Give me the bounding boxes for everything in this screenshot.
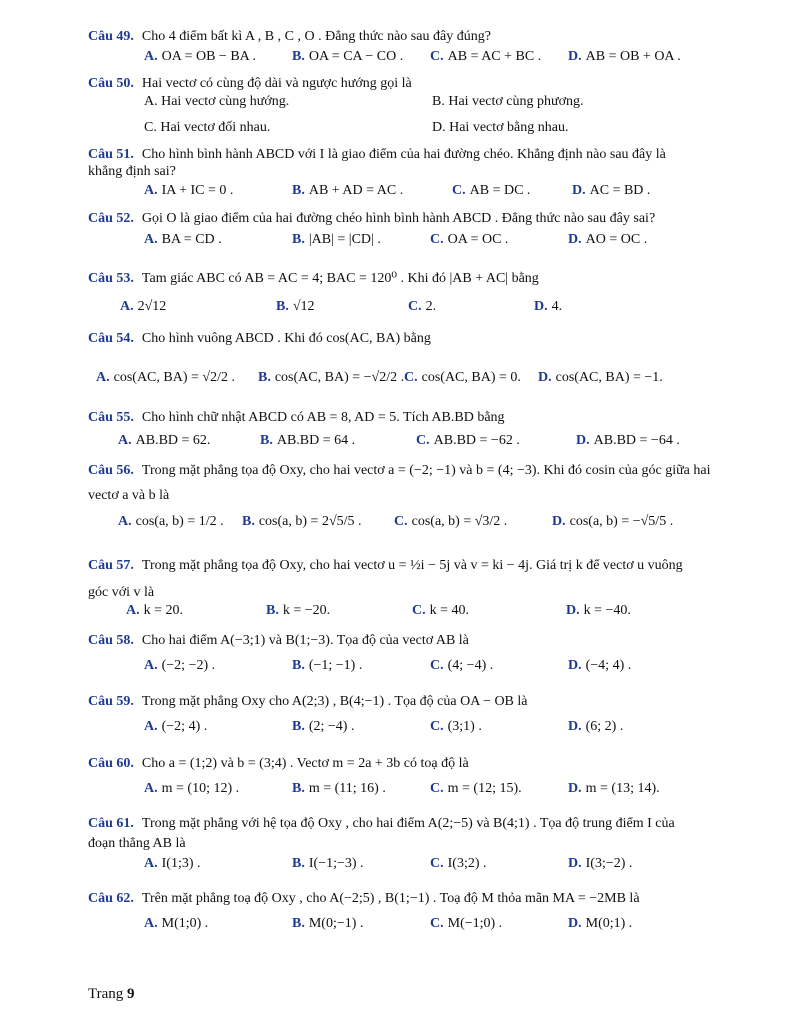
question-label: Câu 50.	[88, 76, 134, 91]
question-text: Cho hình vuông ABCD . Khi đó cos(AC, BA) bằng	[141, 331, 431, 346]
option-d: D. Hai vectơ bằng nhau.	[432, 120, 569, 135]
page-footer	[88, 986, 135, 1003]
option-d: D. cos(a, b) = −√5/5 .	[552, 514, 674, 529]
question-text: Trong mặt phẳng Oxy cho A(2;3) , B(4;−1) . Tọa độ của OA − OB là	[141, 694, 528, 709]
question-text: Trong mặt phẳng với hệ tọa độ Oxy , cho hai điểm A(2;−5) và B(4;1) . Tọa độ trung điểm I của	[141, 816, 675, 831]
option-c: C. k = 40.	[412, 603, 470, 618]
option-d: D. M(0;1) .	[568, 916, 633, 931]
question-label: Câu 58.	[88, 633, 134, 648]
question-label: Câu 61.	[88, 816, 134, 831]
question-text: Tam giác ABC có AB = AC = 4; BAC = 120⁰ . Khi đó |AB + AC| bằng	[141, 271, 539, 286]
option-d: D. AB = OB + OA .	[568, 49, 681, 64]
option-a: A. Hai vectơ cùng hướng.	[144, 94, 290, 109]
question-text-cont: góc với v là	[88, 585, 155, 600]
question-text: Gọi O là giao điểm của hai đường chéo hình bình hành ABCD . Đẳng thức nào sau đây sai?	[141, 211, 656, 226]
question-label: Câu 51.	[88, 147, 134, 162]
question-label: Câu 53.	[88, 271, 134, 286]
option-b: B. AB.BD = 64 .	[260, 433, 356, 448]
option-c: C. cos(AC, BA) = 0.	[404, 370, 521, 385]
option-d: D. AC = BD .	[572, 183, 651, 198]
option-b: B. AB + AD = AC .	[292, 183, 404, 198]
question-label: Câu 57.	[88, 558, 134, 573]
question-text: Cho hình bình hành ABCD với I là giao điểm của hai đường chéo. Khẳng định nào sau đây là	[141, 147, 666, 162]
option-b: B. OA = CA − CO .	[292, 49, 404, 64]
option-d: D. (−4; 4) .	[568, 658, 632, 673]
question-text: Hai vectơ có cùng độ dài và ngược hướng gọi là	[141, 76, 412, 91]
question-text-cont: vectơ a và b là	[88, 488, 170, 503]
question-text: Trong mặt phẳng tọa độ Oxy, cho hai vectơ u = ½i − 5j và v = ki − 4j. Giá trị k để vectơ u vuông	[141, 558, 683, 573]
question-label: Câu 62.	[88, 891, 134, 906]
option-b: B. m = (11; 16) .	[292, 781, 386, 796]
option-d: D. 4.	[534, 299, 563, 314]
option-b: B. (2; −4) .	[292, 719, 355, 734]
option-b: B. √12	[276, 299, 315, 314]
option-b: B. M(0;−1) .	[292, 916, 364, 931]
question-label: Câu 59.	[88, 694, 134, 709]
question-text: Cho hai điểm A(−3;1) và B(1;−3). Tọa độ của vectơ AB là	[141, 633, 469, 648]
option-c: C. AB = DC .	[452, 183, 531, 198]
option-b: B. cos(AC, BA) = −√2/2 .	[258, 370, 405, 385]
question-text-cont: khẳng định sai?	[88, 164, 176, 179]
option-d: D. I(3;−2) .	[568, 856, 633, 871]
option-d: D. AB.BD = −64 .	[576, 433, 680, 448]
option-d: D. (6; 2) .	[568, 719, 624, 734]
option-b: B. I(−1;−3) .	[292, 856, 364, 871]
option-c: C. I(3;2) .	[430, 856, 487, 871]
option-a: A. m = (10; 12) .	[144, 781, 240, 796]
option-c: C. m = (12; 15).	[430, 781, 522, 796]
option-c: C. AB.BD = −62 .	[416, 433, 520, 448]
option-b: B. Hai vectơ cùng phương.	[432, 94, 584, 109]
option-c: C. (3;1) .	[430, 719, 482, 734]
question-text: Cho a = (1;2) và b = (3;4) . Vectơ m = 2a + 3b có toạ độ là	[141, 756, 469, 771]
question-label: Câu 56.	[88, 463, 134, 478]
option-a: A. (−2; −2) .	[144, 658, 216, 673]
option-c: C. Hai vectơ đối nhau.	[144, 120, 271, 135]
option-c: C. 2.	[408, 299, 437, 314]
option-a: A. BA = CD .	[144, 232, 222, 247]
option-c: C. M(−1;0) .	[430, 916, 503, 931]
question-text-cont: đoạn thẳng AB là	[88, 836, 186, 851]
question-text: Trên mặt phẳng toạ độ Oxy , cho A(−2;5) , B(1;−1) . Toạ độ M thỏa mãn MA = −2MB là	[141, 891, 640, 906]
option-b: B. cos(a, b) = 2√5/5 .	[242, 514, 362, 529]
option-d: D. cos(AC, BA) = −1.	[538, 370, 663, 385]
option-c: C. (4; −4) .	[430, 658, 494, 673]
question-label: Câu 54.	[88, 331, 134, 346]
question-label: Câu 52.	[88, 211, 134, 226]
option-a: A. (−2; 4) .	[144, 719, 208, 734]
footer-prefix: Trang	[88, 986, 124, 1002]
option-a: A. cos(AC, BA) = √2/2 .	[96, 370, 235, 385]
option-b: B. k = −20.	[266, 603, 331, 618]
question-label: Câu 49.	[88, 29, 134, 44]
option-c: C. cos(a, b) = √3/2 .	[394, 514, 508, 529]
option-a: A. OA = OB − BA .	[144, 49, 256, 64]
option-d: D. m = (13; 14).	[568, 781, 660, 796]
option-d: D. AO = OC .	[568, 232, 648, 247]
question-text: Cho hình chữ nhật ABCD có AB = 8, AD = 5. Tích AB.BD bằng	[141, 410, 505, 425]
question-text: Cho 4 điểm bất kì A , B , C , O . Đẳng thức nào sau đây đúng?	[141, 29, 491, 44]
option-a: A. M(1;0) .	[144, 916, 209, 931]
question-text: Trong mặt phẳng tọa độ Oxy, cho hai vectơ a = (−2; −1) và b = (4; −3). Khi đó cosin của góc giữa hai	[141, 463, 711, 478]
option-a: A. cos(a, b) = 1/2 .	[118, 514, 224, 529]
option-a: A. 2√12	[120, 299, 167, 314]
question-label: Câu 60.	[88, 756, 134, 771]
page-number: 9	[127, 986, 135, 1002]
option-a: A. IA + IC = 0 .	[144, 183, 234, 198]
option-a: A. I(1;3) .	[144, 856, 201, 871]
option-c: C. AB = AC + BC .	[430, 49, 542, 64]
question-label: Câu 55.	[88, 410, 134, 425]
option-b: B. (−1; −1) .	[292, 658, 363, 673]
option-d: D. k = −40.	[566, 603, 631, 618]
option-c: C. OA = OC .	[430, 232, 509, 247]
option-b: B. |AB| = |CD| .	[292, 232, 381, 247]
option-a: A. AB.BD = 62.	[118, 433, 211, 448]
option-a: A. k = 20.	[126, 603, 184, 618]
